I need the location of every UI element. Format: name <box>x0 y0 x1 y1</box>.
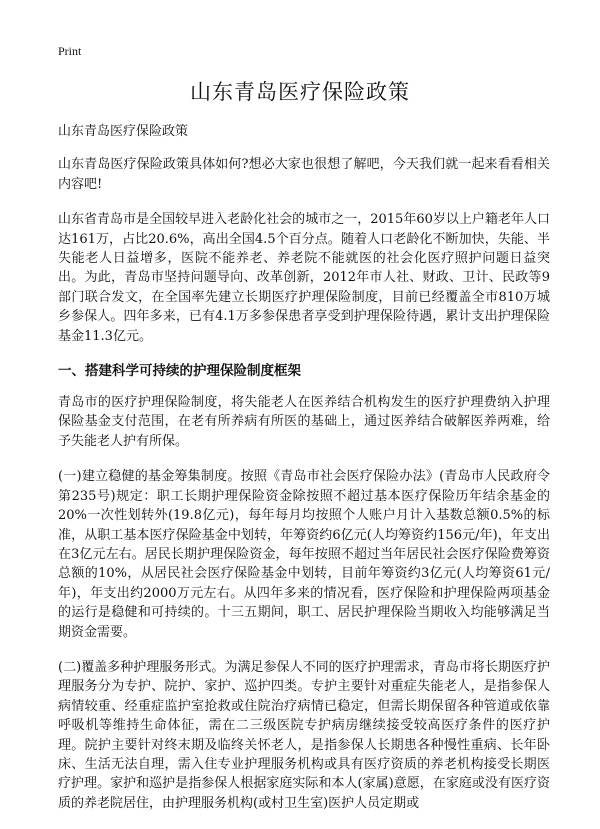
section-heading: 一、搭建科学可持续的护理保险制度框架 <box>58 363 301 380</box>
services-paragraph: (二)覆盖多种护理服务形式。为满足参保人不同的医疗护理需求，青岛市将长期医疗护理服务分为专护、院护、家护、巡护四类。专护主要针对重症失能老人，是指参保人病情较重、经重症监护室抢救或住院治疗病情已稳定，但需长期保留各种管道或依靠呼吸机等维持生命体征，需在二三级医院专护病房继续接受较高医疗条件的医疗护理。院护主要针对终末期及临终关怀老人，是指参保人长期患各种慢性重病、长年卧床、生活无法自理，需入住专业护理服务机构或具有医疗资质的养老机构接受长期医疗护理。家护和巡护是指参保人根据家庭实际和本人(家属)意愿，在家庭或没有医疗资质的养老院居住，由护理服务机构(或村卫生室)医护人员定期或 <box>58 659 550 811</box>
intro-paragraph: 山东青岛医疗保险政策具体如何?想必大家也很想了解吧，今天我们就一起来看看相关内容吧! <box>58 157 550 192</box>
print-label: Print <box>58 44 82 58</box>
article-body <box>58 122 550 829</box>
article-subtitle: 山东青岛医疗保险政策 <box>58 124 189 139</box>
funding-paragraph: (一)建立稳健的基金筹集制度。按照《青岛市社会医疗保险办法》(青岛市人民政府令第235号)规定：职工长期护理保险资金除按照不超过基本医疗保险历年结余基金的20%一次性划转外(19.8亿元)，每年每月均按照个人账户月计入基数总额0.5%的标准，从职工基本医疗保险基金中划转，年筹资约6亿元(人均筹资约156元/年)，年支出在3亿元左右。居民长期护理保险资金，每年按照不超过当年居民社会医疗保险费筹资总额的10%，从居民社会医疗保险基金中划转，目前年筹资约3亿元(人均筹资61元/年)，年支出约2000万元左右。从四年多来的情况看，医疗保险和护理保险两项基金的运行是稳健和可持续的。十三五期间，职工、居民护理保险当期收入均能够满足当期资金需要。 <box>58 469 550 640</box>
framework-paragraph: 青岛市的医疗护理保险制度，将失能老人在医养结合机构发生的医疗护理费纳入护理保险基金支付范围，在老有所养病有所医的基础上，通过医养结合破解医养两难，给予失能老人护有所保。 <box>58 395 550 449</box>
page-title: 山东青岛医疗保险政策 <box>190 80 410 104</box>
background-paragraph: 山东省青岛市是全国较早进入老龄化社会的城市之一，2015年60岁以上户籍老年人口达161万，占比20.6%，高出全国4.5个百分点。随着人口老龄化不断加快，失能、半失能老人日益增多，医院不能养老、养老院不能就医的社会化医疗照护问题日益突出。为此，青岛市坚持问题导向、改革创新，2012年市人社、财政、卫计、民政等9部门联合发文，在全国率先建立长期医疗护理保险制度，目前已经覆盖全市810万城乡参保人。四年多来，已有4.1万多参保患者享受到护理保险待遇，累计支出护理保险基金11.3亿元。 <box>58 212 550 344</box>
